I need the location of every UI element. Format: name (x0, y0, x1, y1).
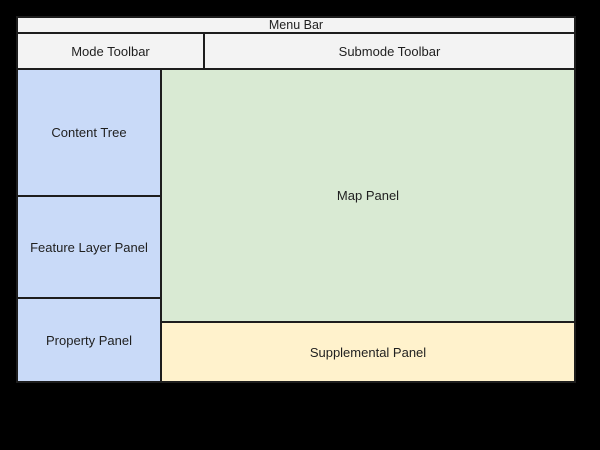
content-tree-panel (16, 68, 162, 197)
submode-toolbar-label: Submode Toolbar (338, 43, 441, 59)
feature-layer-panel (16, 195, 162, 299)
content-tree-label: Content Tree (51, 125, 127, 140)
supplemental-panel-label: Supplemental Panel (309, 344, 427, 360)
mode-toolbar-panel (16, 32, 205, 70)
feature-layer-panel-label: Feature Layer Panel (30, 239, 148, 255)
submode-toolbar-panel (203, 32, 576, 70)
map-panel-label: Map Panel (336, 188, 400, 203)
property-panel (16, 297, 162, 383)
mode-toolbar-label: Mode Toolbar (71, 43, 150, 59)
map-panel (160, 68, 576, 323)
supplemental-panel (160, 321, 576, 383)
menu-bar-label: Menu Bar (268, 17, 324, 32)
property-panel-label: Property Panel (46, 332, 132, 348)
